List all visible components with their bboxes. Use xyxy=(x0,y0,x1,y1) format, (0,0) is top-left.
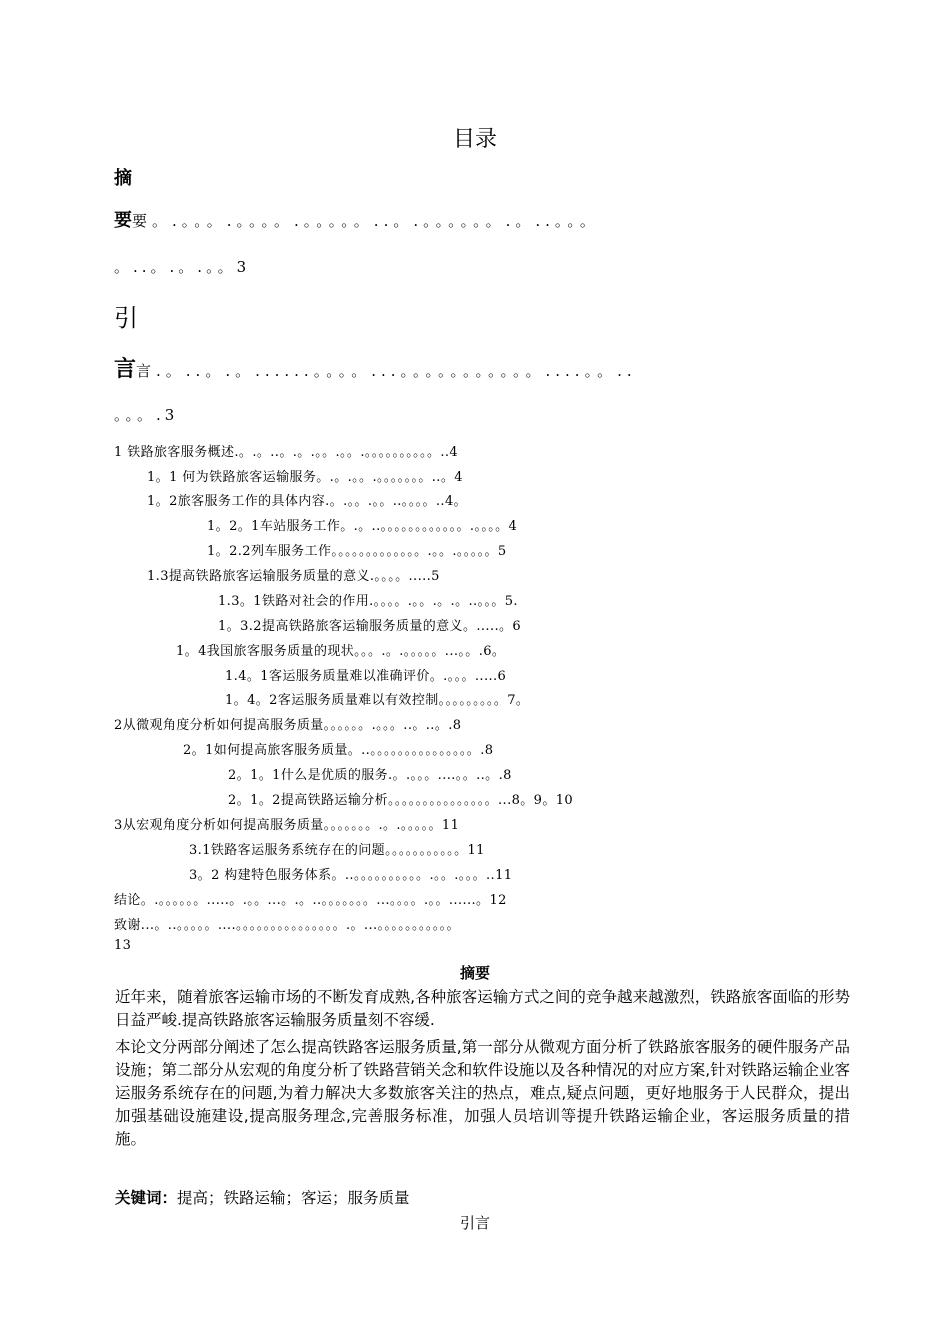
toc-entry: 2。1。2提高铁路运输分析。。。。。。。。。。。。。。。...8。9。10 xyxy=(228,793,574,808)
intro-heading: 引言 xyxy=(459,1214,490,1232)
toc-entry: 2从微观角度分析如何提高服务质量。。。。。。.。。。..。..。.8 xyxy=(114,718,462,733)
keywords-label: 关键词： xyxy=(115,1189,178,1207)
toc-entry: 1。4我国旅客服务质量的现状。。。.。.。。。。。...。。.6。 xyxy=(176,644,506,659)
toc-entry: 3.1铁路客运服务系统存在的问题。。。。。。。。。。。11 xyxy=(189,843,485,858)
toc-entry: 1。2。1车站服务工作。.。..。。。。。。。。。。。。.。。。。4 xyxy=(207,519,518,534)
abstract-paragraph-2: 本论文分两部分阐述了怎么提高铁路客运服务质量,第一部分从微观方面分析了铁路旅客服务的硬件服务产品设施；第二部分从宏观的角度分析了铁路营销关念和软件设施以及各种情况的对应方案,针对铁路运输企业客运服务系统存在的问题,为着力解决大多数旅客关注的热点，难点,疑点问题，更好地服务于人民群众，提出加强基础设施建设,提高服务理念,完善服务标准，加强人员培训等提升铁路运输企业，客运服务质量的措施。 xyxy=(115,1038,850,1148)
toc-entry: 3。2 构建特色服务体系。..。。。。。。。。。。.。。.。。。..11 xyxy=(189,868,513,883)
toc-entry: 13 xyxy=(114,938,132,953)
toc-entry: 致谢...。..。。。。。....。。。。。。。。。。。。。。。.。...。。。。。。。。。。。 xyxy=(114,918,460,933)
toc-entry: 1。4。2客运服务质量难以有效控制。。。。。。。。。7。 xyxy=(225,693,530,708)
toc-entry: 2。1如何提高旅客服务质量。..。。。。。。。。。。。。。。。.8 xyxy=(183,743,494,758)
toc-entry: 1。2.2列车服务工作。。。。。。。。。。。。。.。。.。。。。。5 xyxy=(207,544,507,559)
abstract-heading: 摘要 xyxy=(459,964,490,982)
toc-abstract-line: 要要。.。。。.。。。。.。。。。。..。.。。。。。。.。..。。。 xyxy=(114,210,600,231)
keywords-line xyxy=(115,1186,410,1208)
toc-intro-line: 言言.。..。.。......。。。。...。。。。。。。。。。。....。。.. xyxy=(114,357,637,382)
toc-entry: 1。2旅客服务工作的具体内容.。.。。.。。..。。。。..4。 xyxy=(147,494,468,509)
toc-entry: 3从宏观角度分析如何提高服务质量。。。。。。。.。.。。。。。11 xyxy=(114,818,460,833)
toc-intro-label: 引 xyxy=(114,304,138,332)
abstract-paragraph-1: 近年来，随着旅客运输市场的不断发育成熟,各种旅客运输方式之间的竞争越来越激烈，铁路旅客面临的形势日益严峻.提高铁路旅客运输服务质量刻不容缓. xyxy=(115,988,850,1029)
toc-entry: 1。1 何为铁路旅客运输服务。.。.。。.。。。。。。。..。4 xyxy=(147,470,463,485)
toc-entry: 1.4。1客运服务质量难以准确评价。.。。。.....6 xyxy=(225,669,507,684)
toc-entry: 1.3。1铁路对社会的作用.。。。。.。。.。.。..。。。5. xyxy=(218,594,518,609)
toc-entry: 1。3.2提高铁路旅客运输服务质量的意义。.....。6 xyxy=(218,619,522,634)
toc-entry: 1.3提高铁路旅客运输服务质量的意义.。。。。.....5 xyxy=(147,569,440,584)
toc-entry: 结论。.。。。。。。.....。.。。...。.。..。。。。。。。...。。。。.。。......。12 xyxy=(114,893,507,908)
toc-intro-page: 。。。.3 xyxy=(114,406,179,424)
toc-entry: 2。1。1什么是优质的服务.。.。。。....。。..。.8 xyxy=(228,768,512,783)
toc-entry: 1 铁路旅客服务概述.。.。..。.。.。。.。。.。。。。。。。。。。..4 xyxy=(114,445,459,460)
keywords-text: 提高；铁路运输；客运；服务质量 xyxy=(177,1189,410,1207)
toc-abstract-label: 摘 xyxy=(114,168,132,189)
toc-title: 目录 xyxy=(452,127,497,152)
toc-abstract-page: 。..。.。.。。3 xyxy=(114,258,251,276)
